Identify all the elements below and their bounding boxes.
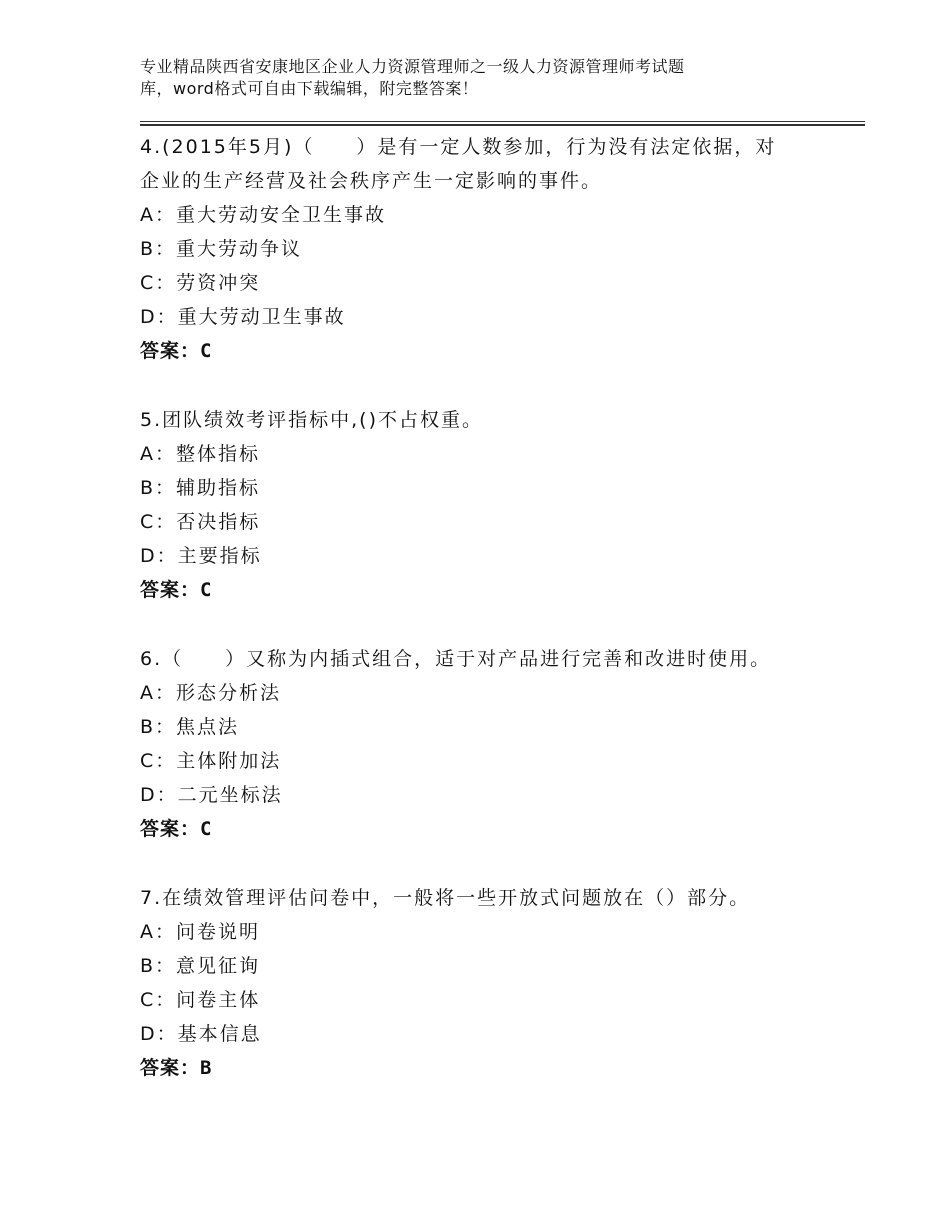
question-stem-line: 7.在绩效管理评估问卷中，一般将一些开放式问题放在（）部分。 <box>140 887 751 909</box>
header-line-2: 库，word格式可自由下载编辑，附完整答案！ <box>140 79 479 98</box>
answer: 答案：C <box>140 340 213 362</box>
option-d: D：二元坐标法 <box>140 784 283 806</box>
option-b: B：辅助指标 <box>140 477 261 499</box>
question-4 <box>140 130 840 368</box>
question-7 <box>140 881 840 1085</box>
header-rule-thin <box>140 121 865 122</box>
question-gap <box>140 846 840 881</box>
document-header <box>140 56 820 100</box>
question-list <box>140 130 840 1085</box>
option-b: B：焦点法 <box>140 716 240 738</box>
question-gap <box>140 607 840 642</box>
option-b: B：意见征询 <box>140 955 261 977</box>
question-stem-line: 企业的生产经营及社会秩序产生一定影响的事件。 <box>140 170 603 192</box>
option-d: D：重大劳动卫生事故 <box>140 306 346 328</box>
answer: 答案：B <box>140 1057 213 1079</box>
option-c: C：问卷主体 <box>140 989 261 1011</box>
question-stem-line: 5.团队绩效考评指标中,()不占权重。 <box>140 409 483 431</box>
option-a: A：重大劳动安全卫生事故 <box>140 204 386 226</box>
option-a: A：整体指标 <box>140 443 260 465</box>
option-c: C：否决指标 <box>140 511 261 533</box>
header-rule-thick <box>140 124 865 126</box>
option-d: D：基本信息 <box>140 1023 262 1045</box>
option-c: C：劳资冲突 <box>140 272 261 294</box>
question-5 <box>140 403 840 607</box>
option-b: B：重大劳动争议 <box>140 238 303 260</box>
option-c: C：主体附加法 <box>140 750 282 772</box>
question-6 <box>140 642 840 846</box>
answer: 答案：C <box>140 818 213 840</box>
option-d: D：主要指标 <box>140 545 262 567</box>
question-stem-line: 4.(2015年5月)（ ）是有一定人数参加，行为没有法定依据，对 <box>140 136 777 158</box>
question-gap <box>140 368 840 403</box>
question-stem-line: 6.（ ）又称为内插式组合，适于对产品进行完善和改进时使用。 <box>140 648 772 670</box>
answer: 答案：C <box>140 579 213 601</box>
option-a: A：形态分析法 <box>140 682 281 704</box>
option-a: A：问卷说明 <box>140 921 260 943</box>
header-line-1: 专业精品陕西省安康地区企业人力资源管理师之一级人力资源管理师考试题 <box>140 57 685 76</box>
